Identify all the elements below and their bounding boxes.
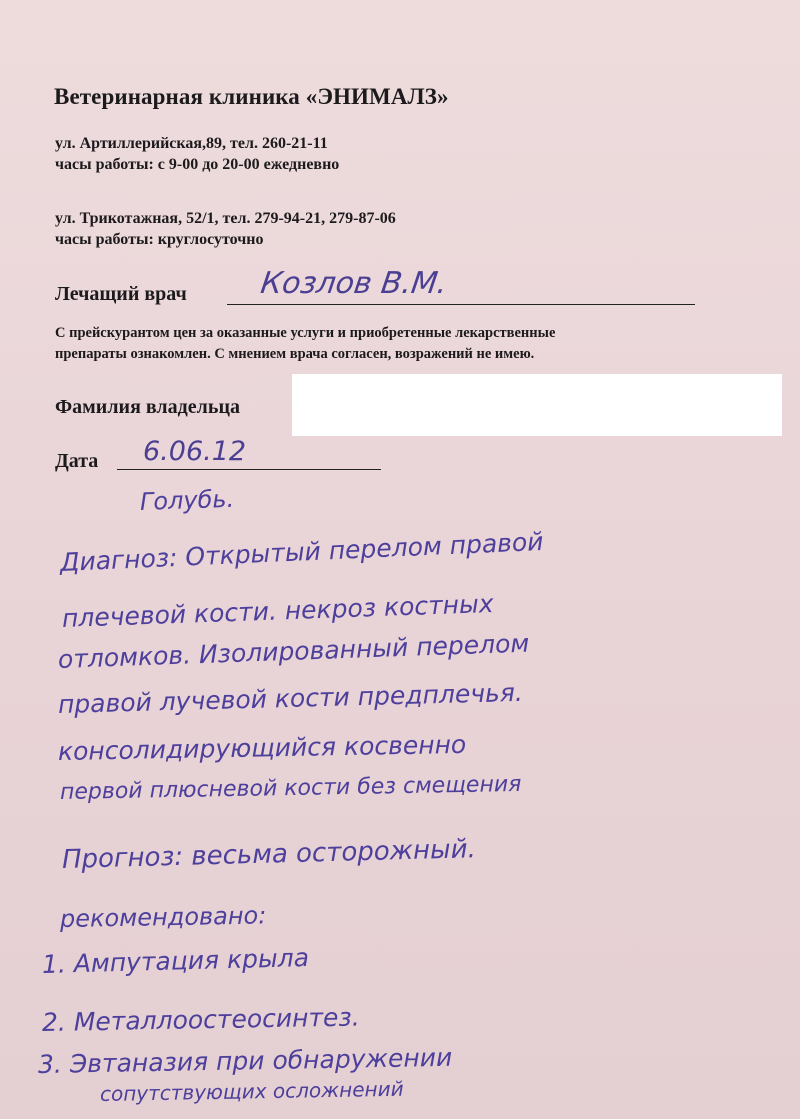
diagnosis-line-2: плечевой кости. некроз костных bbox=[61, 588, 494, 633]
branch-2-hours: часы работы: круглосуточно bbox=[55, 231, 264, 248]
prognosis-text: Прогноз: весьма осторожный. bbox=[61, 834, 477, 875]
recommendations-title: рекомендовано: bbox=[59, 901, 267, 933]
owner-label: Фамилия владельца bbox=[55, 396, 240, 418]
recommendation-1: 1. Ампутация крыла bbox=[41, 943, 310, 979]
branch-1-hours: часы работы: с 9-00 до 20-00 ежедневно bbox=[55, 156, 340, 173]
doctor-label: Лечащий врач bbox=[55, 283, 187, 305]
clinic-title: Ветеринарная клиника «ЭНИМАЛЗ» bbox=[54, 84, 449, 109]
date-label: Дата bbox=[55, 450, 99, 472]
consent-line-1: С прейскурантом цен за оказанные услуги и приобретенные лекарственные bbox=[55, 325, 556, 341]
branch-1-address: ул. Артиллерийская,89, тел. 260-21-11 bbox=[55, 135, 328, 152]
recommendation-3-continued: сопутствующих осложнений bbox=[99, 1076, 404, 1106]
branch-2-address: ул. Трикотажная, 52/1, тел. 279-94-21, 279-87-06 bbox=[55, 210, 396, 227]
consent-line-2: препараты ознакомлен. С мнением врача согласен, возражений не имею. bbox=[55, 346, 535, 362]
date-value-handwritten: 6.06.12 bbox=[143, 436, 247, 467]
recommendation-3: 3. Эвтаназия при обнаружении bbox=[37, 1042, 453, 1079]
diagnosis-line-1: Диагноз: Открытый перелом правой bbox=[59, 526, 545, 577]
diagnosis-line-4: правой лучевой кости предплечья. bbox=[57, 677, 524, 719]
diagnosis-line-3: отломков. Изолированный перелом bbox=[57, 628, 530, 674]
diagnosis-line-6: первой плюсневой кости без смещения bbox=[59, 771, 522, 805]
recommendation-2: 2. Металлоостеосинтез. bbox=[41, 1002, 360, 1037]
diagnosis-line-5: консолидирующийся косвенно bbox=[57, 729, 467, 766]
patient-species: Голубь. bbox=[139, 484, 235, 516]
doctor-value-handwritten: Козлов В.М. bbox=[258, 266, 450, 301]
